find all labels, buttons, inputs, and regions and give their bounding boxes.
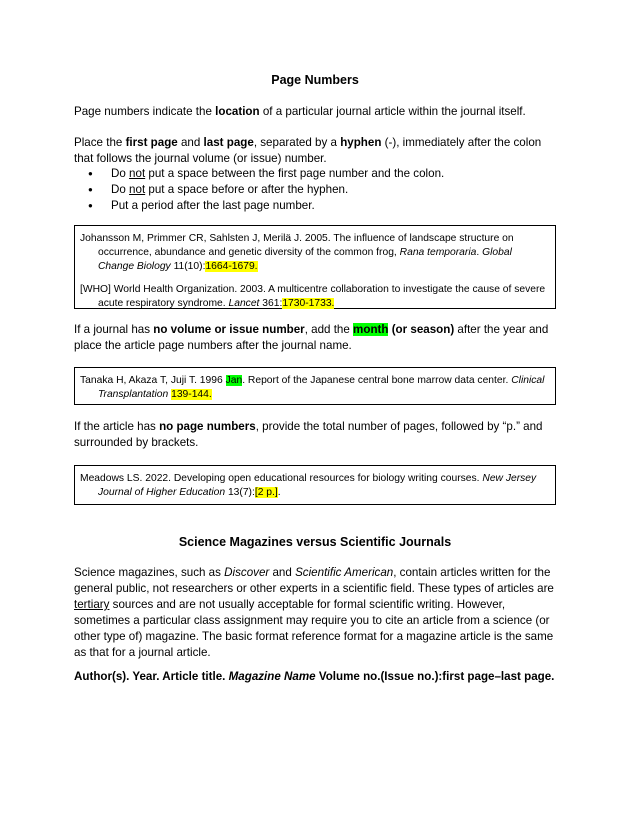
text-run: first page — [125, 136, 178, 149]
highlighted-text: 139-144. — [171, 389, 212, 400]
placement-paragraph — [74, 135, 558, 167]
reference-entry — [80, 374, 546, 402]
text-run: not — [129, 167, 146, 180]
example-box-total-pages — [74, 465, 556, 505]
magazine-format-line — [74, 669, 558, 685]
text-run: Johansson M, Primmer CR, Sahlsten J, Merilä J. 2005. The influence of landscape structure on occurrence, abundance and genetic diversity of the common frog, — [80, 233, 514, 258]
text-run: , add the — [304, 323, 354, 336]
text-run: Global Change Biology — [98, 247, 512, 272]
text-run: Do — [111, 183, 130, 196]
text-run: sources and are not usually acceptable for formal scientific writing. However, sometimes a particular class assignment may require you to cite an article from a science (or other type of) magazine. The basic format reference format for a magazine article is the same as that for a journal article. — [74, 598, 554, 659]
text-run: and — [177, 136, 204, 149]
text-run: put a space before or after the hyphen. — [145, 183, 349, 196]
section-heading-magazines: Science Magazines versus Scientific Journals — [178, 535, 452, 549]
text-run: last page — [203, 136, 254, 149]
text-run: Magazine Name — [228, 670, 316, 683]
no-pages-paragraph — [74, 419, 558, 451]
text-run: , contain articles written for the general public, not researchers or other experts in a scientific field. These types of articles are — [74, 566, 554, 595]
text-run: tertiary — [74, 598, 110, 611]
text-run: Rana temporaria — [399, 247, 477, 258]
text-run: . Report of the Japanese central bone marrow data center. — [242, 375, 512, 386]
reference-entry — [80, 232, 546, 274]
text-run: Do — [111, 167, 130, 180]
text-run: and — [269, 566, 296, 579]
text-run: 11(10): — [170, 261, 206, 272]
text-run: location — [215, 105, 260, 118]
reference-entry — [80, 472, 546, 500]
text-run: (-), immediately after the colon that follows the journal volume (or issue) number. — [74, 136, 542, 165]
text-run: (or season) — [388, 323, 455, 336]
rules-list — [74, 166, 558, 214]
reference-entry — [80, 283, 546, 311]
rule-item — [74, 166, 558, 182]
text-run: [WHO] World Health Organization. 2003. A multicentre collaboration to investigate the cause of severe acute respiratory syndrome. — [80, 284, 546, 309]
text-run: put a space between the first page number and the colon. — [145, 167, 445, 180]
text-run: Tanaka H, Akaza T, Juji T. 1996 — [80, 375, 226, 386]
text-run: hyphen — [340, 136, 382, 149]
text-run: Put a period after the last page number. — [111, 199, 315, 212]
text-run: Volume no.(Issue no.):first page–last page. — [315, 670, 555, 683]
text-run: Author(s). Year. Article title. — [74, 670, 229, 683]
text-run: of a particular journal article within the journal itself. — [259, 105, 526, 118]
highlighted-text: Jan — [225, 375, 243, 386]
highlighted-text: [2 p.] — [254, 487, 278, 498]
text-run: 13(7): — [225, 487, 255, 498]
no-volume-paragraph — [74, 322, 558, 354]
intro-paragraph — [74, 104, 558, 120]
text-run: not — [129, 183, 146, 196]
text-run: Science magazines, such as — [74, 566, 225, 579]
text-run: after the year and place the article page numbers after the journal name. — [74, 323, 549, 352]
text-run: . — [476, 247, 483, 258]
text-run: New Jersey Journal of Higher Education — [98, 473, 537, 498]
text-run: Clinical Transplantation — [98, 375, 545, 400]
example-box-page-range — [74, 225, 556, 309]
text-run: Scientific American — [295, 566, 394, 579]
text-run: Place the — [74, 136, 126, 149]
text-run: no page numbers — [159, 420, 256, 433]
text-run: . — [277, 487, 281, 498]
magazines-paragraph — [74, 565, 558, 661]
text-run: , separated by a — [253, 136, 341, 149]
text-run: no volume or issue number — [153, 323, 305, 336]
text-run: Page numbers indicate the — [74, 105, 216, 118]
section-heading-page-numbers: Page Numbers — [271, 73, 359, 87]
text-run: Lancet — [228, 298, 260, 309]
text-run: If the article has — [74, 420, 160, 433]
text-run: Discover — [224, 566, 270, 579]
text-run: Meadows LS. 2022. Developing open educational resources for biology writing courses. — [80, 473, 483, 484]
text-run: 361: — [259, 298, 283, 309]
highlighted-text: 1730-1733. — [282, 298, 335, 309]
highlighted-text: month — [353, 323, 389, 336]
text-run: If a journal has — [74, 323, 154, 336]
rule-item — [74, 182, 558, 198]
example-box-month — [74, 367, 556, 405]
rule-item — [74, 198, 558, 214]
text-run: , provide the total number of pages, followed by “p.” and surrounded by brackets. — [74, 420, 543, 449]
highlighted-text: 1664-1679. — [205, 261, 258, 272]
